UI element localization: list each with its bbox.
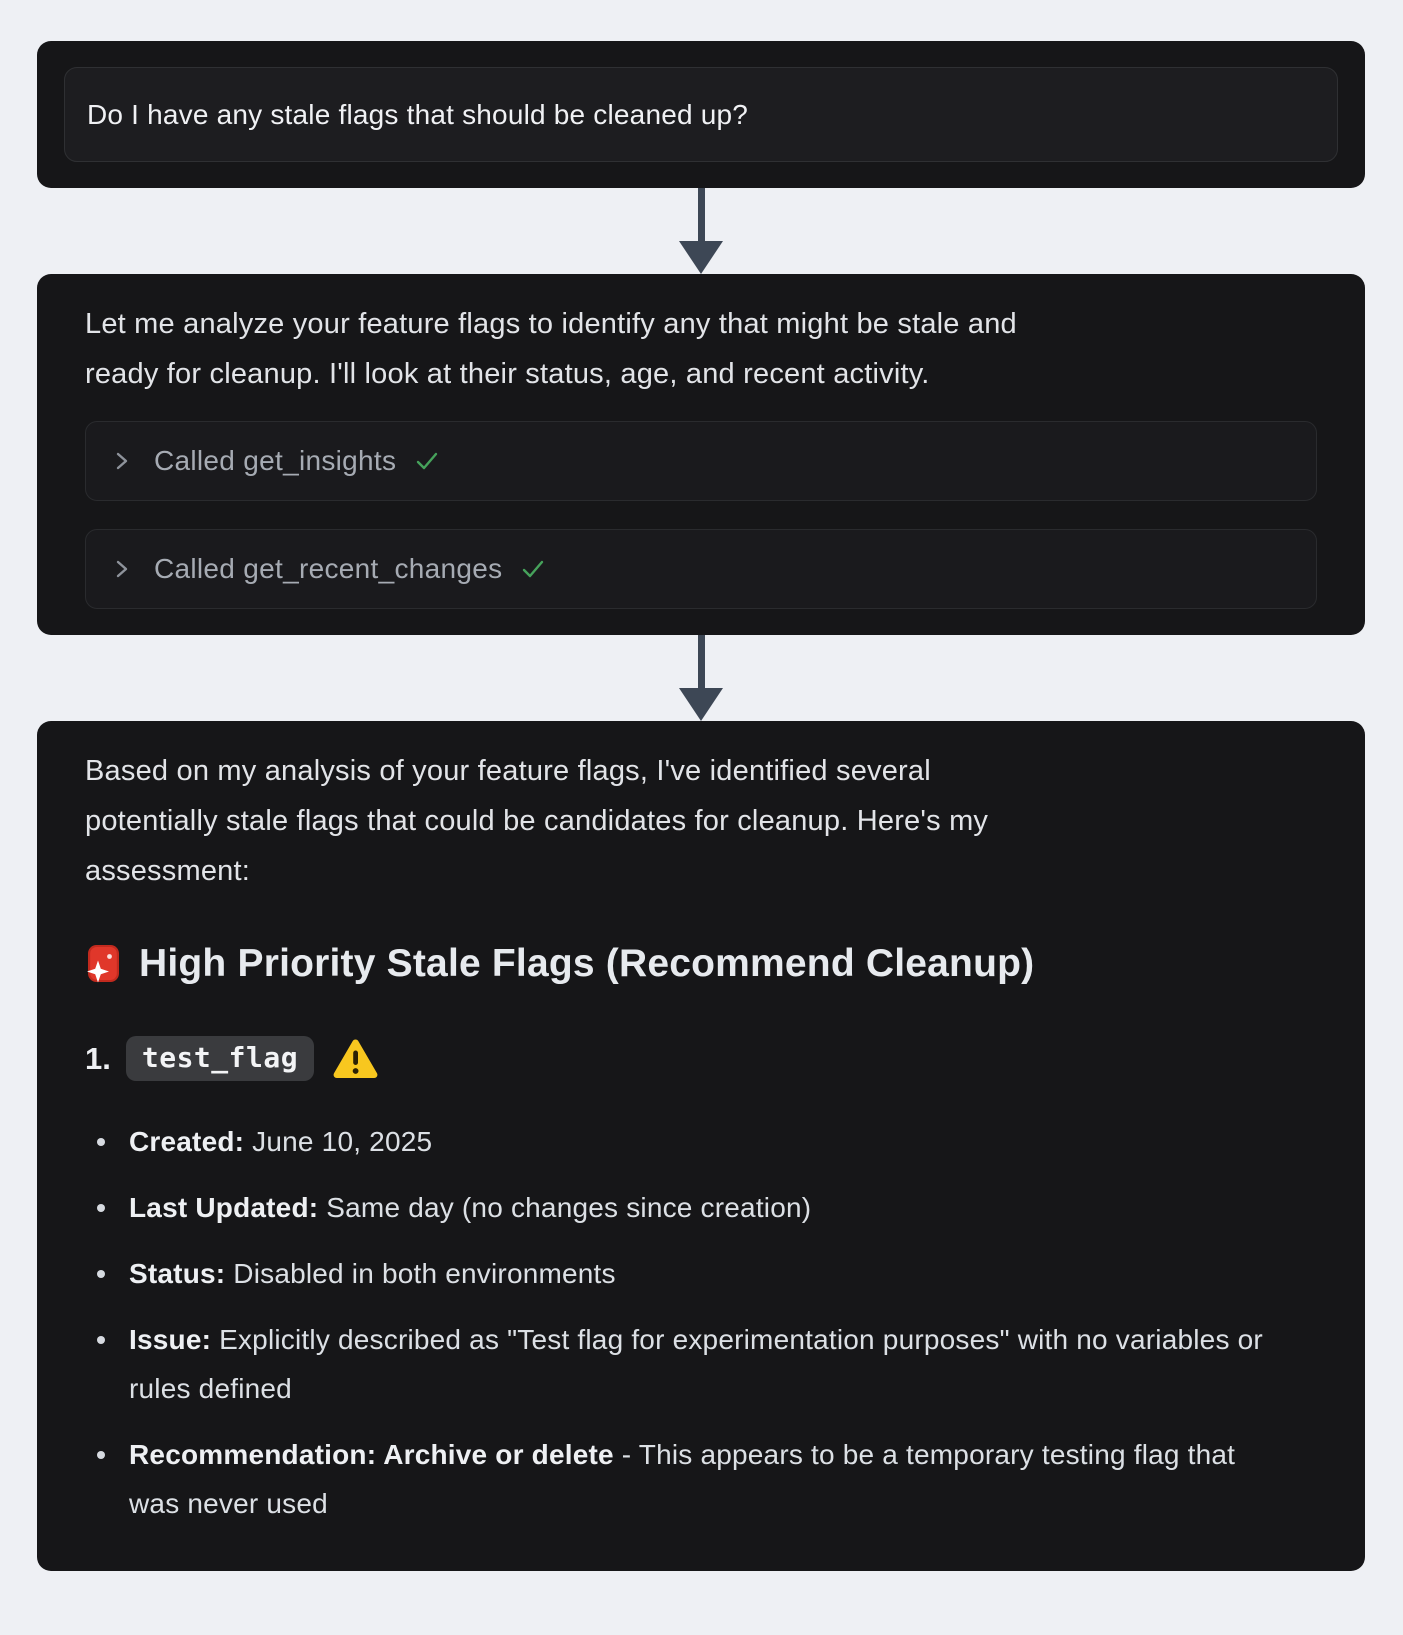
bullet-text: Same day (no changes since creation) (326, 1192, 812, 1223)
arrow-shaft (698, 188, 705, 241)
paragraph-line: Let me analyze your feature flags to identify any that might be stale and (85, 308, 1017, 340)
bullet-text: - This appears to be a temporary testing flag that was never used (129, 1439, 1236, 1519)
list-item (85, 1249, 1274, 1298)
bullet-label: Created: (129, 1126, 245, 1157)
paragraph-line: assessment: (85, 855, 250, 887)
bullet-label: Status: (129, 1258, 226, 1289)
paragraph-line: ready for cleanup. I'll look at their status, age, and recent activity. (85, 358, 930, 390)
section-heading (85, 942, 1317, 986)
tool-call-label: Called get_insights (154, 445, 397, 476)
flag-detail-list (85, 1117, 1317, 1528)
paragraph-line: potentially stale flags that could be candidates for cleanup. Here's my (85, 805, 989, 837)
list-item (85, 1183, 1274, 1232)
flag-name-code-chip: test_flag (126, 1036, 314, 1081)
list-item (85, 1315, 1274, 1413)
section-heading-text: High Priority Stale Flags (Recommend Cleanup) (139, 942, 1035, 985)
bullet-text: June 10, 2025 (252, 1126, 433, 1157)
bullet-label: Recommendation: Archive or delete (129, 1439, 614, 1470)
bullet-text: Disabled in both environments (233, 1258, 616, 1289)
tool-call-row-get-recent-changes[interactable] (85, 529, 1317, 609)
bullet-text: Explicitly described as "Test flag for experimentation purposes" with no variables or rules defined (129, 1324, 1263, 1404)
warning-icon (332, 1037, 379, 1080)
analysis-message-panel (37, 274, 1365, 635)
arrow-head (679, 688, 723, 721)
tool-call-row-get-insights[interactable] (85, 421, 1317, 501)
assessment-message-panel (37, 721, 1365, 1571)
bullet-label: Issue: (129, 1324, 212, 1355)
flow-arrow-down-2 (679, 635, 723, 721)
flow-arrow-down-1 (679, 188, 723, 274)
arrow-shaft (698, 635, 705, 688)
rotating-light-icon (85, 944, 122, 985)
list-item (85, 1430, 1274, 1528)
paragraph-line: Based on my analysis of your feature flags, I've identified several (85, 755, 931, 787)
check-icon (520, 557, 546, 581)
bullet-label: Last Updated: (129, 1192, 319, 1223)
analysis-paragraph (85, 299, 1317, 399)
arrow-head (679, 241, 723, 274)
chevron-right-icon (112, 558, 132, 580)
chevron-right-icon (112, 450, 132, 472)
user-message-bubble (64, 67, 1338, 162)
assessment-paragraph (85, 746, 1317, 896)
flag-list-item-header (85, 1036, 1317, 1081)
user-message-panel (37, 41, 1365, 188)
list-item-number: 1. (85, 1040, 111, 1076)
user-message-text: Do I have any stale flags that should be cleaned up? (87, 98, 749, 130)
list-item (85, 1117, 1274, 1166)
check-icon (414, 449, 440, 473)
tool-call-label: Called get_recent_changes (154, 553, 503, 584)
